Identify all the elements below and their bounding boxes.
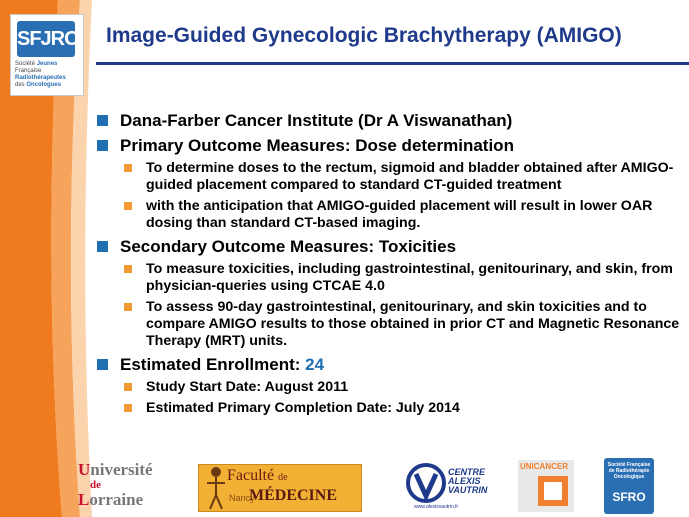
square-bullet-icon — [124, 265, 132, 273]
sub-bullet-text: To assess 90-day gastrointestinal, genitourinary, and skin toxicities and to compare AMIGO results to those obtained in prior CT and Magnetic Resonance Therapy (MRT) units. — [146, 299, 680, 349]
square-bullet-icon — [124, 164, 132, 172]
bullet-secondary-outcome — [96, 236, 681, 257]
bullet-enrollment — [96, 354, 681, 375]
square-bullet-icon — [97, 241, 108, 252]
centre-alexis-vautrin-logo: CENTRE ALEXIS VAUTRIN www.alexisvautrin.fr — [404, 460, 504, 514]
slide-title: Image-Guided Gynecologic Brachytherapy (AMIGO) — [106, 24, 622, 47]
footer-logos — [0, 458, 689, 517]
square-bullet-icon — [124, 202, 132, 210]
bullet-text: Secondary Outcome Measures: Toxicities — [120, 237, 457, 256]
faculte-medecine-nancy-logo: Faculté de Nancy MÉDECINE — [198, 464, 362, 512]
square-bullet-icon — [124, 303, 132, 311]
sfjro-logo-subtitle: Société Jeunes Française Radiothérapeutes des Oncologues — [15, 61, 66, 88]
sub-bullet-text: To measure toxicities, including gastrointestinal, genitourinary, and skin, from physician-queries using CTCAE 4.0 — [146, 261, 673, 294]
sub-bullet — [122, 400, 681, 417]
bullet-text: Primary Outcome Measures: Dose determination — [120, 136, 514, 155]
sfro-logo: Société Française de Radiothérapie Oncologique SFRO — [604, 458, 654, 514]
sfjro-logo — [10, 14, 84, 96]
sub-bullet-text: Study Start Date: August 2011 — [146, 379, 349, 395]
sub-bullet — [122, 379, 681, 396]
bullet-list — [96, 110, 681, 421]
cav-emblem-icon — [404, 462, 448, 504]
square-bullet-icon — [124, 404, 132, 412]
square-bullet-icon — [97, 115, 108, 126]
title-underline — [96, 62, 689, 65]
universite-lorraine-logo: Université de Lorraine — [78, 460, 153, 509]
bullet-text: Estimated Enrollment: — [120, 355, 301, 374]
sub-bullet — [122, 198, 681, 232]
sub-bullet-text: To determine doses to the rectum, sigmoid and bladder obtained after AMIGO-guided placement compared to standard CT-guided treatment — [146, 160, 674, 193]
enrollment-value: 24 — [305, 355, 325, 374]
square-bullet-icon — [97, 140, 108, 151]
bullet-institute — [96, 110, 681, 131]
square-bullet-icon — [97, 359, 108, 370]
sub-bullet — [122, 261, 681, 295]
sub-bullet — [122, 299, 681, 350]
square-bullet-icon — [124, 383, 132, 391]
sub-bullet-text: Estimated Primary Completion Date: July 2014 — [146, 400, 460, 416]
unicancer-logo: UNICANCER — [518, 460, 574, 512]
unicancer-emblem-icon — [518, 460, 574, 512]
bullet-primary-outcome — [96, 135, 681, 156]
sfjro-logo-mark: SFJRO — [17, 21, 75, 57]
bullet-text: Dana-Farber Cancer Institute (Dr A Viswanathan) — [120, 111, 513, 130]
sub-bullet — [122, 160, 681, 194]
sub-bullet-text: with the anticipation that AMIGO-guided placement will result in lower OAR dosing than standard CT-based imaging. — [146, 198, 653, 231]
